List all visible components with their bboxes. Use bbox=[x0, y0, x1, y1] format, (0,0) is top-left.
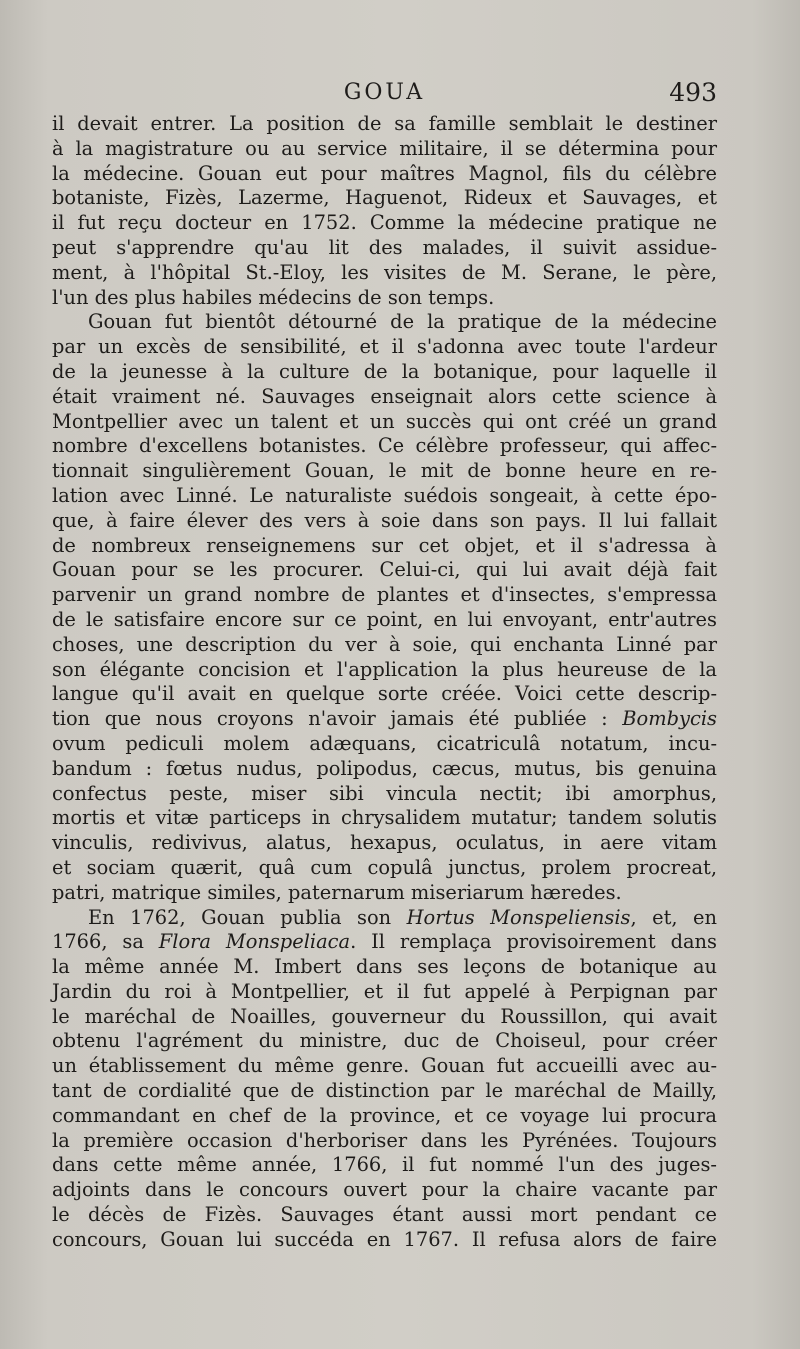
text-line: un établissement du même genre. Gouan fut accueilli avec au- bbox=[52, 1054, 717, 1078]
book-title: Hortus Monspeliensis bbox=[406, 905, 631, 929]
latin-line: vinculis, redivivus, alatus, hexapus, oculatus, in aere vitam bbox=[52, 831, 717, 855]
book-title: Flora Monspeliaca bbox=[158, 930, 351, 954]
latin-text: Bombycis bbox=[622, 707, 717, 731]
text-line: le décès de Fizès. Sauvages étant aussi mort pendant ce bbox=[52, 1203, 717, 1227]
text-line: de le satisfaire encore sur ce point, en lui envoyant, entr'autres bbox=[52, 607, 717, 631]
page-header bbox=[52, 78, 717, 112]
text-line: de nombreux renseignemens sur cet objet, et il s'adressa à bbox=[52, 533, 717, 557]
text-line: botaniste, Fizès, Lazerme, Haguenot, Rideux et Sauvages, et bbox=[52, 186, 717, 210]
latin-line: confectus peste, miser sibi vincula nectit; ibi amorphus, bbox=[52, 781, 717, 805]
text-line: Gouan fut bientôt détourné de la pratique de la médecine bbox=[88, 310, 717, 334]
text-line bbox=[52, 906, 717, 931]
text-segment: . Il remplaça provisoirement dans bbox=[350, 930, 717, 954]
text-line: adjoints dans le concours ouvert pour la chaire vacante par bbox=[52, 1178, 717, 1202]
text-line: à la magistrature ou au service militaire, il se détermina pour bbox=[52, 136, 717, 160]
text-line: de la jeunesse à la culture de la botanique, pour laquelle il bbox=[52, 359, 717, 383]
text-line: il fut reçu docteur en 1752. Comme la médecine pratique ne bbox=[52, 211, 717, 235]
text-line: le maréchal de Noailles, gouverneur du Roussillon, qui avait bbox=[52, 1004, 717, 1028]
text-line: concours, Gouan lui succéda en 1767. Il refusa alors de faire bbox=[52, 1227, 717, 1251]
page-number: 493 bbox=[669, 78, 717, 107]
text-line: par un excès de sensibilité, et il s'adonna avec toute l'ardeur bbox=[52, 335, 717, 359]
text-line bbox=[52, 930, 717, 955]
latin-line: ovum pediculi molem adæquans, cicatriculâ notatum, incu- bbox=[52, 731, 717, 755]
text-line: son élégante concision et l'application la plus heureuse de la bbox=[52, 657, 717, 681]
text-line: lation avec Linné. Le naturaliste suédois songeait, à cette épo- bbox=[52, 483, 717, 507]
text-segment: 1766, sa bbox=[52, 930, 144, 954]
text-line: langue qu'il avait en quelque sorte créée. Voici cette descrip- bbox=[52, 682, 717, 706]
latin-line: bandum : fœtus nudus, polipodus, cæcus, mutus, bis genuina bbox=[52, 756, 717, 780]
text-line: l'un des plus habiles médecins de son temps. bbox=[52, 285, 495, 309]
body-text bbox=[52, 112, 717, 1253]
text-segment: , et, en bbox=[630, 905, 718, 929]
text-line bbox=[52, 707, 717, 732]
text-line: était vraiment né. Sauvages enseignait alors cette science à bbox=[52, 384, 717, 408]
text-line: Gouan pour se les procurer. Celui-ci, qui lui avait déjà fait bbox=[52, 558, 717, 582]
text-line: dans cette même année, 1766, il fut nommé l'un des juges- bbox=[52, 1153, 717, 1177]
text-line: que, à faire élever des vers à soie dans son pays. Il lui fallait bbox=[52, 508, 717, 532]
text-line: tionnait singulièrement Gouan, le mit de bonne heure en re- bbox=[52, 459, 717, 483]
running-head: GOUA bbox=[343, 80, 426, 105]
text-line: la première occasion d'herboriser dans les Pyrénées. Toujours bbox=[52, 1128, 717, 1152]
text-segment: tion que nous croyons n'avoir jamais été publiée : bbox=[52, 707, 608, 731]
text-line: tant de cordialité que de distinction par le maréchal de Mailly, bbox=[52, 1079, 717, 1103]
text-line: nombre d'excellens botanistes. Ce célèbre professeur, qui affec- bbox=[52, 434, 717, 458]
latin-line: mortis et vitæ particeps in chrysalidem mutatur; tandem solutis bbox=[52, 806, 717, 830]
latin-line: et sociam quærit, quâ cum copulâ junctus, prolem procreat, bbox=[52, 855, 717, 879]
text-line: ment, à l'hôpital St.-Eloy, les visites de M. Serane, le père, bbox=[52, 260, 717, 284]
latin-line: patri, matrique similes, paternarum miseriarum hæredes. bbox=[52, 880, 622, 904]
text-line: commandant en chef de la province, et ce voyage lui procura bbox=[52, 1103, 717, 1127]
text-segment: En 1762, Gouan publia son bbox=[88, 905, 392, 929]
text-line: choses, une description du ver à soie, qui enchanta Linné par bbox=[52, 632, 717, 656]
text-line: Jardin du roi à Montpellier, et il fut appelé à Perpignan par bbox=[52, 979, 717, 1003]
text-line: obtenu l'agrément du ministre, duc de Choiseul, pour créer bbox=[52, 1029, 717, 1053]
text-line: il devait entrer. La position de sa famille semblait le destiner bbox=[52, 112, 717, 135]
text-line: Montpellier avec un talent et un succès qui ont créé un grand bbox=[52, 409, 717, 433]
text-line: la médecine. Gouan eut pour maîtres Magnol, fils du célèbre bbox=[52, 161, 717, 185]
text-line: peut s'apprendre qu'au lit des malades, il suivit assidue- bbox=[52, 235, 717, 259]
text-line: la même année M. Imbert dans ses leçons de botanique au bbox=[52, 955, 717, 979]
text-line: parvenir un grand nombre de plantes et d'insectes, s'empressa bbox=[52, 583, 717, 607]
